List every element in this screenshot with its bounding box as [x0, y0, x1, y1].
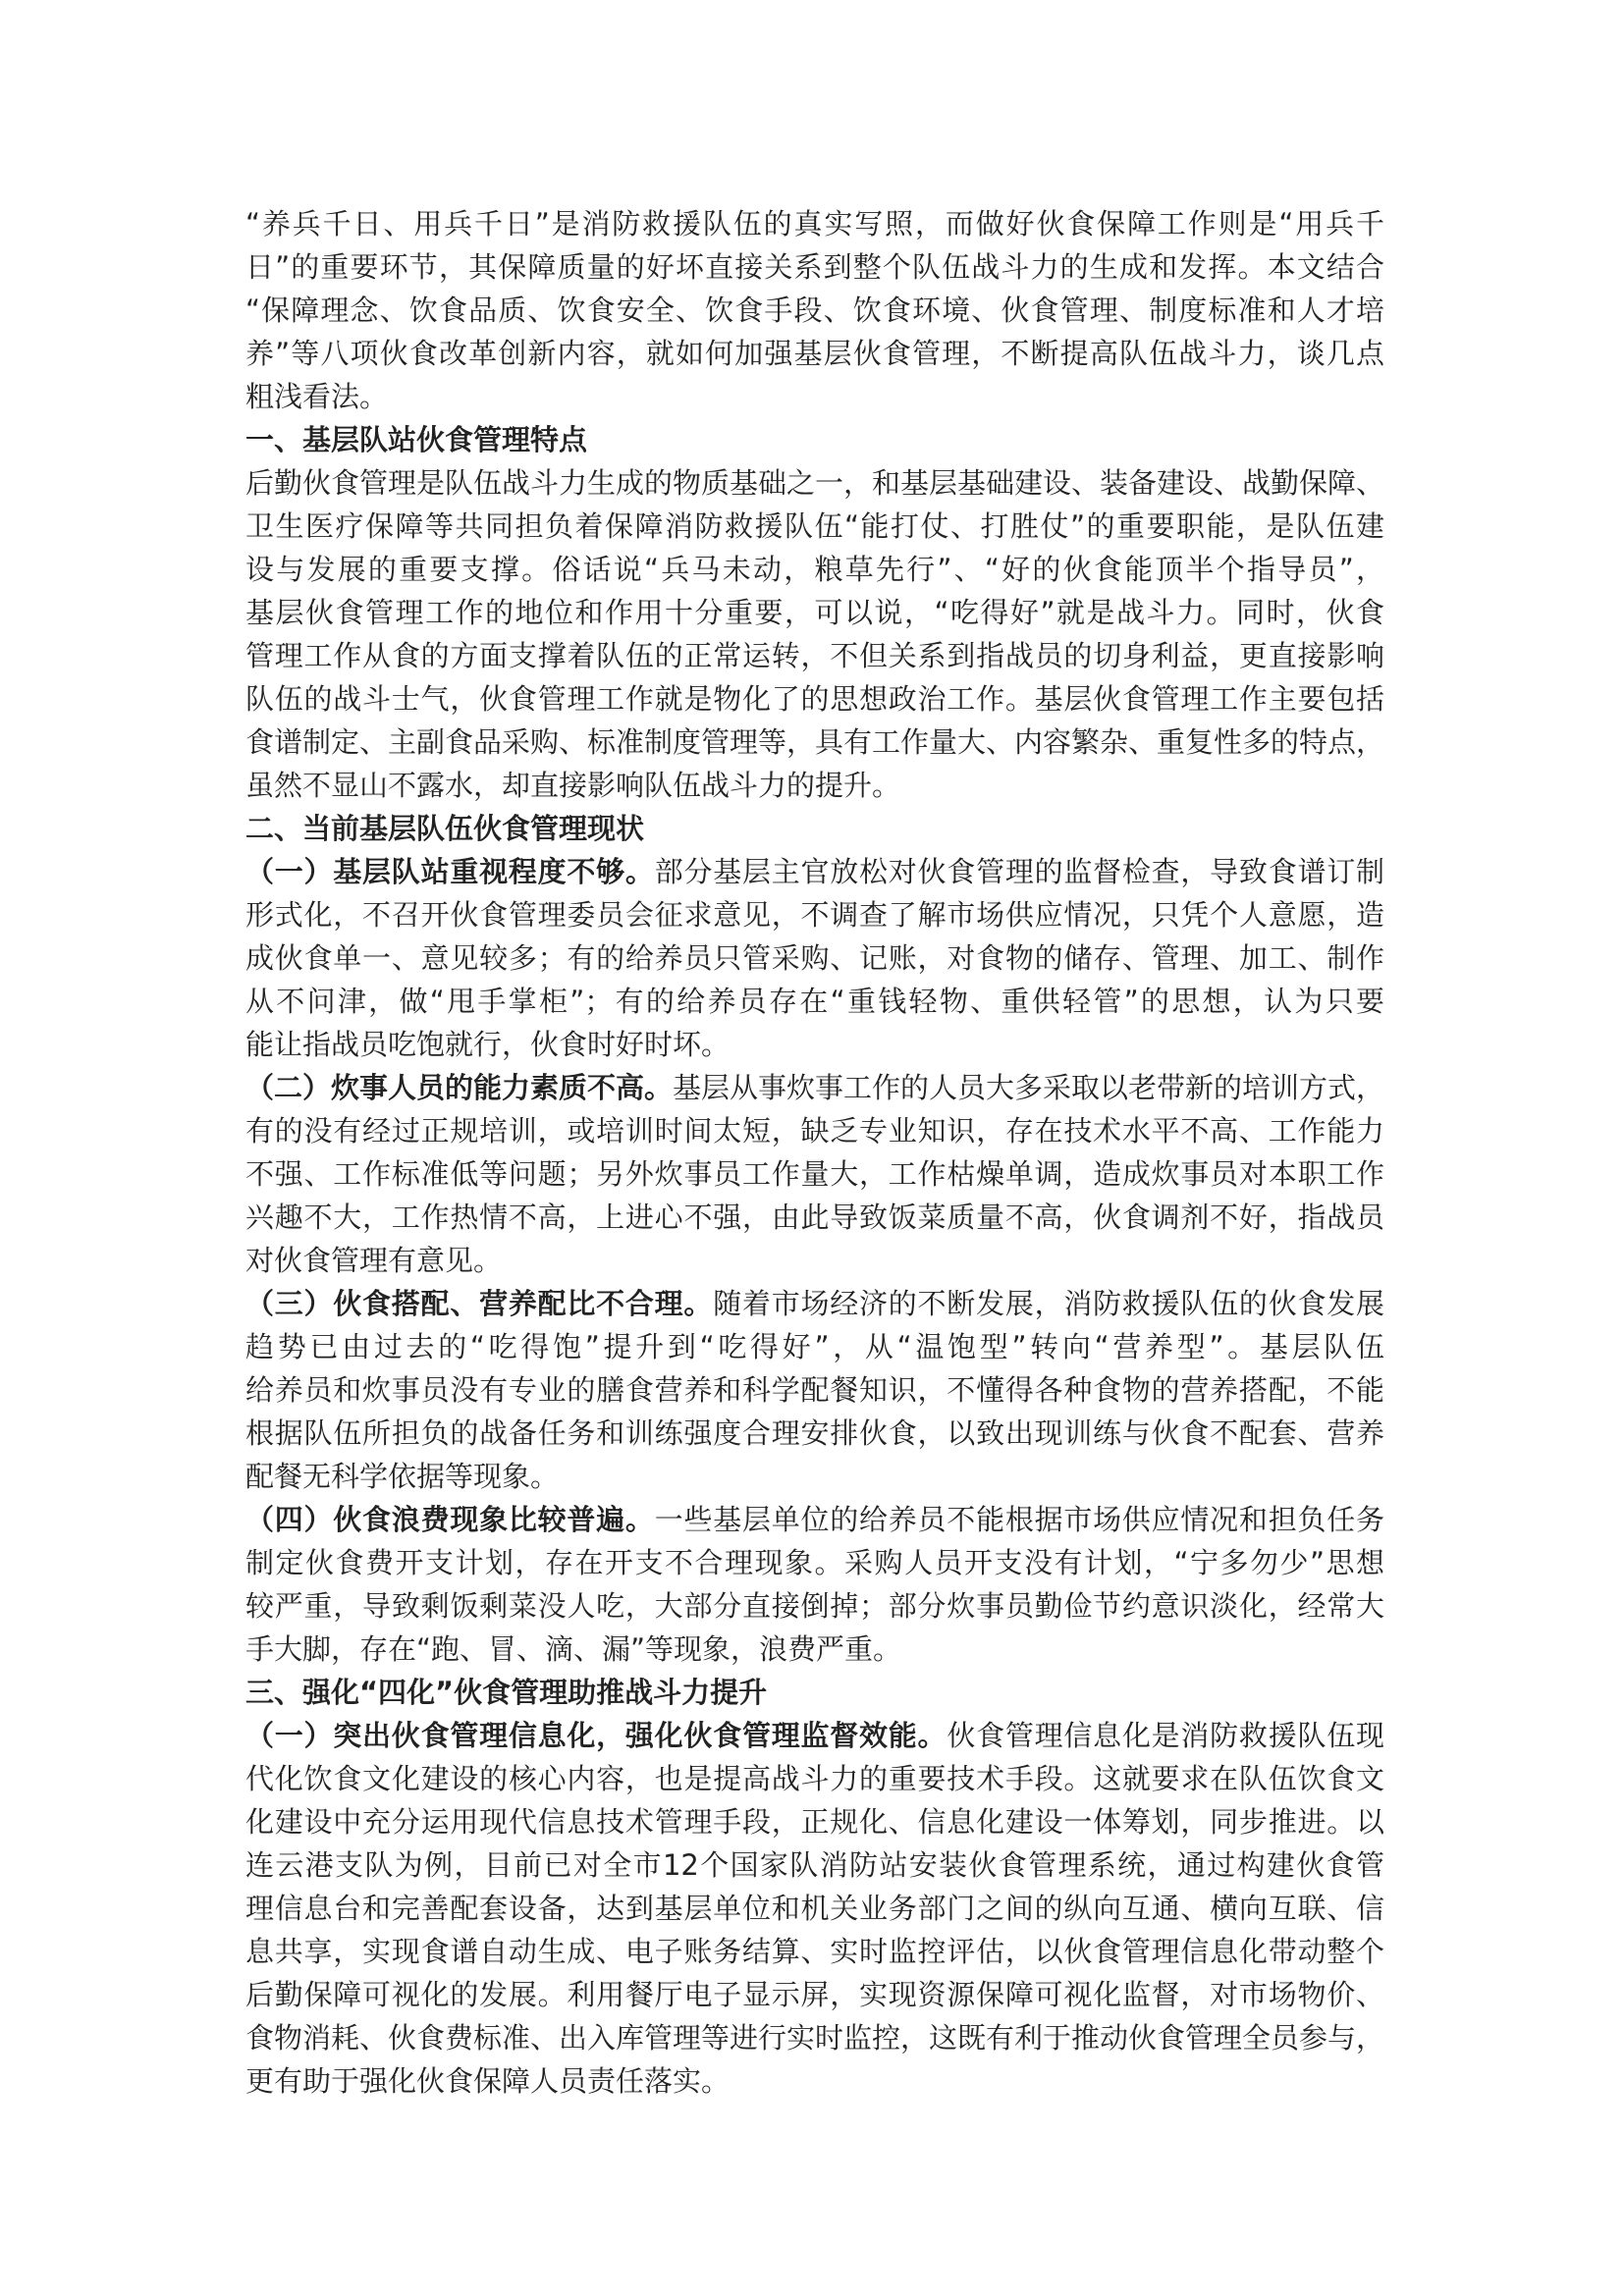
line-text: 三、强化“四化”伙食管理助推战斗力提升 [245, 1676, 768, 1709]
line-text: 成伙食单一、意见较多；有的给养员只管采购、记账，对食物的储存、管理、加工、制作 [245, 941, 1384, 975]
text-line [245, 591, 1384, 634]
line-text: 部分基层主官放松对伙食管理的监督检查，导致食谱订制 [654, 855, 1384, 888]
text-line [245, 677, 1384, 721]
line-text: 能让指战员吃饱就行，伙食时好时坏。 [245, 1028, 731, 1061]
line-text: 基层从事炊事工作的人员大多采取以老带新的培训方式， [673, 1071, 1385, 1104]
text-line [245, 1930, 1384, 1973]
line-text: 有的没有经过正规培训，或培训时间太短，缺乏专业知识，存在技术水平不高、工作能力 [245, 1114, 1384, 1148]
line-text: 形式化，不召开伙食管理委员会征求意见，不调查了解市场供应情况，只凭个人意愿，造 [245, 898, 1384, 932]
line-text: 理信息台和完善配套设备，达到基层单位和机关业务部门之间的纵向互通、横向互联、信 [245, 1892, 1384, 1925]
text-line [245, 245, 1384, 289]
line-text: 食物消耗、伙食费标准、出入库管理等进行实时监控，这既有利于推动伙食管理全员参与， [245, 2021, 1385, 2055]
paragraph [245, 461, 1384, 807]
line-text: 虽然不显山不露水，却直接影响队伍战斗力的提升。 [245, 769, 901, 802]
line-text: 伙食管理信息化是消防救援队伍现 [947, 1719, 1384, 1752]
line-text: 队伍的战斗士气，伙食管理工作就是物化了的思想政治工作。基层伙食管理工作主要包括 [245, 682, 1384, 716]
text-line [245, 461, 1384, 505]
line-text: 不强、工作标准低等问题；另外炊事员工作量大，工作枯燥单调，造成炊事员对本职工作 [245, 1157, 1384, 1191]
line-text: 兴趣不大，工作热情不高，上进心不强，由此导致饭菜质量不高，伙食调剂不好，指战员 [245, 1201, 1384, 1234]
bold-lead: （四）伙食浪费现象比较普遍。 [245, 1503, 655, 1536]
text-line [245, 1843, 1384, 1887]
line-text: 息共享，实现食谱自动生成、电子账务结算、实时监控评估，以伙食管理信息化带动整个 [245, 1935, 1384, 1968]
line-text: 养”等八项伙食改革创新内容，就如何加强基层伙食管理，不断提高队伍战斗力，谈几点 [245, 337, 1384, 370]
line-text: “保障理念、饮食品质、饮食安全、饮食手段、饮食环境、伙食管理、制度标准和人才培 [245, 294, 1384, 327]
line-text: 手大脚，存在“跑、冒、滴、漏”等现象，浪费严重。 [245, 1632, 902, 1666]
line-text: 随着市场经济的不断发展，消防救援队伍的伙食发展 [713, 1287, 1384, 1320]
line-text: 设与发展的重要支撑。俗话说“兵马未动，粮草先行”、“好的伙食能顶半个指导员”， [245, 553, 1384, 586]
section-heading [245, 418, 1384, 461]
text-line [245, 1584, 1384, 1628]
bold-lead: （一）基层队站重视程度不够。 [245, 855, 655, 888]
line-text: 代化饮食文化建设的核心内容，也是提高战斗力的重要技术手段。这就要求在队伍饮食文 [245, 1762, 1384, 1795]
line-text: 粗浅看法。 [245, 380, 389, 413]
text-line [245, 1628, 1384, 1671]
text-line [245, 2016, 1384, 2059]
line-text: 日”的重要环节，其保障质量的好坏直接关系到整个队伍战斗力的生成和发挥。本文结合 [245, 250, 1384, 284]
line-text: 基层伙食管理工作的地位和作用十分重要，可以说，“吃得好”就是战斗力。同时，伙食 [245, 596, 1384, 629]
line-text: 后勤保障可视化的发展。利用餐厅电子显示屏，实现资源保障可视化监督，对市场物价、 [245, 1978, 1384, 2011]
bold-lead: （三）伙食搭配、营养配比不合理。 [245, 1287, 714, 1320]
text-line [245, 2059, 1384, 2103]
text-line [245, 289, 1384, 332]
text-line [245, 1412, 1384, 1455]
text-line [245, 1455, 1384, 1498]
line-text: 化建设中充分运用现代信息技术管理手段，正规化、信息化建设一体筹划，同步推进。以 [245, 1805, 1384, 1839]
text-line [245, 202, 1384, 245]
text-line [245, 375, 1384, 418]
document-body [245, 202, 1384, 2103]
text-line [245, 548, 1384, 591]
line-text: 对伙食管理有意见。 [245, 1244, 503, 1277]
paragraph [245, 1498, 1384, 1671]
line-text: 后勤伙食管理是队伍战斗力生成的物质基础之一，和基层基础建设、装备建设、战勤保障、 [245, 466, 1385, 500]
text-line [245, 1671, 1384, 1714]
line-text: 趋势已由过去的“吃得饱”提升到“吃得好”，从“温饱型”转向“营养型”。基层队伍 [245, 1330, 1384, 1363]
line-text: 较严重，导致剩饭剩菜没人吃，大部分直接倒掉；部分炊事员勤俭节约意识淡化，经常大 [245, 1589, 1384, 1623]
line-text: 连云港支队为例，目前已对全市12个国家队消防站安装伙食管理系统，通过构建伙食管 [245, 1848, 1384, 1882]
paragraph [245, 850, 1384, 1066]
text-line [245, 332, 1384, 375]
text-line [245, 936, 1384, 980]
line-text: 给养员和炊事员没有专业的膳食营养和科学配餐知识，不懂得各种食物的营养搭配，不能 [245, 1373, 1384, 1407]
text-line [245, 1541, 1384, 1584]
text-line [245, 418, 1384, 461]
text-line [245, 1023, 1384, 1066]
text-line [245, 1196, 1384, 1239]
paragraph [245, 1066, 1384, 1282]
text-line [245, 1887, 1384, 1930]
text-line [245, 1973, 1384, 2016]
paragraph [245, 202, 1384, 418]
text-line [245, 634, 1384, 677]
bold-lead: （一）突出伙食管理信息化，强化伙食管理监督效能。 [245, 1719, 947, 1752]
text-line [245, 721, 1384, 764]
line-text: 配餐无科学依据等现象。 [245, 1460, 560, 1493]
text-line [245, 764, 1384, 807]
text-line [245, 1498, 1384, 1541]
text-line [245, 807, 1384, 850]
line-text: 管理工作从食的方面支撑着队伍的正常运转，不但关系到指战员的切身利益，更直接影响 [245, 639, 1384, 672]
text-line [245, 1757, 1384, 1800]
text-line [245, 1282, 1384, 1325]
text-line [245, 1325, 1384, 1368]
section-heading [245, 1671, 1384, 1714]
text-line [245, 980, 1384, 1023]
text-line [245, 1800, 1384, 1843]
text-line [245, 850, 1384, 893]
text-line [245, 1368, 1384, 1412]
line-text: 根据队伍所担负的战备任务和训练强度合理安排伙食，以致出现训练与伙食不配套、营养 [245, 1416, 1384, 1450]
text-line [245, 1109, 1384, 1152]
text-line [245, 1239, 1384, 1282]
line-text: “养兵千日、用兵千日”是消防救援队伍的真实写照，而做好伙食保障工作则是“用兵千 [245, 207, 1384, 240]
bold-lead: （二）炊事人员的能力素质不高。 [245, 1071, 674, 1104]
text-line [245, 893, 1384, 936]
line-text: 卫生医疗保障等共同担负着保障消防救援队伍“能打仗、打胜仗”的重要职能，是队伍建 [245, 509, 1384, 543]
line-text: 制定伙食费开支计划，存在开支不合理现象。采购人员开支没有计划，“宁多勿少”思想 [245, 1546, 1384, 1579]
line-text: 更有助于强化伙食保障人员责任落实。 [245, 2064, 731, 2098]
text-line [245, 1066, 1384, 1109]
line-text: 一些基层单位的给养员不能根据市场供应情况和担负任务 [654, 1503, 1384, 1536]
paragraph [245, 1714, 1384, 2103]
text-line [245, 505, 1384, 548]
text-line [245, 1152, 1384, 1196]
line-text: 食谱制定、主副食品采购、标准制度管理等，具有工作量大、内容繁杂、重复性多的特点， [245, 725, 1385, 759]
paragraph [245, 1282, 1384, 1498]
line-text: 从不问津，做“甩手掌柜”；有的给养员存在“重钱轻物、重供轻管”的思想，认为只要 [245, 985, 1384, 1018]
line-text: 二、当前基层队伍伙食管理现状 [245, 812, 645, 845]
section-heading [245, 807, 1384, 850]
text-line [245, 1714, 1384, 1757]
line-text: 一、基层队站伙食管理特点 [245, 423, 588, 456]
